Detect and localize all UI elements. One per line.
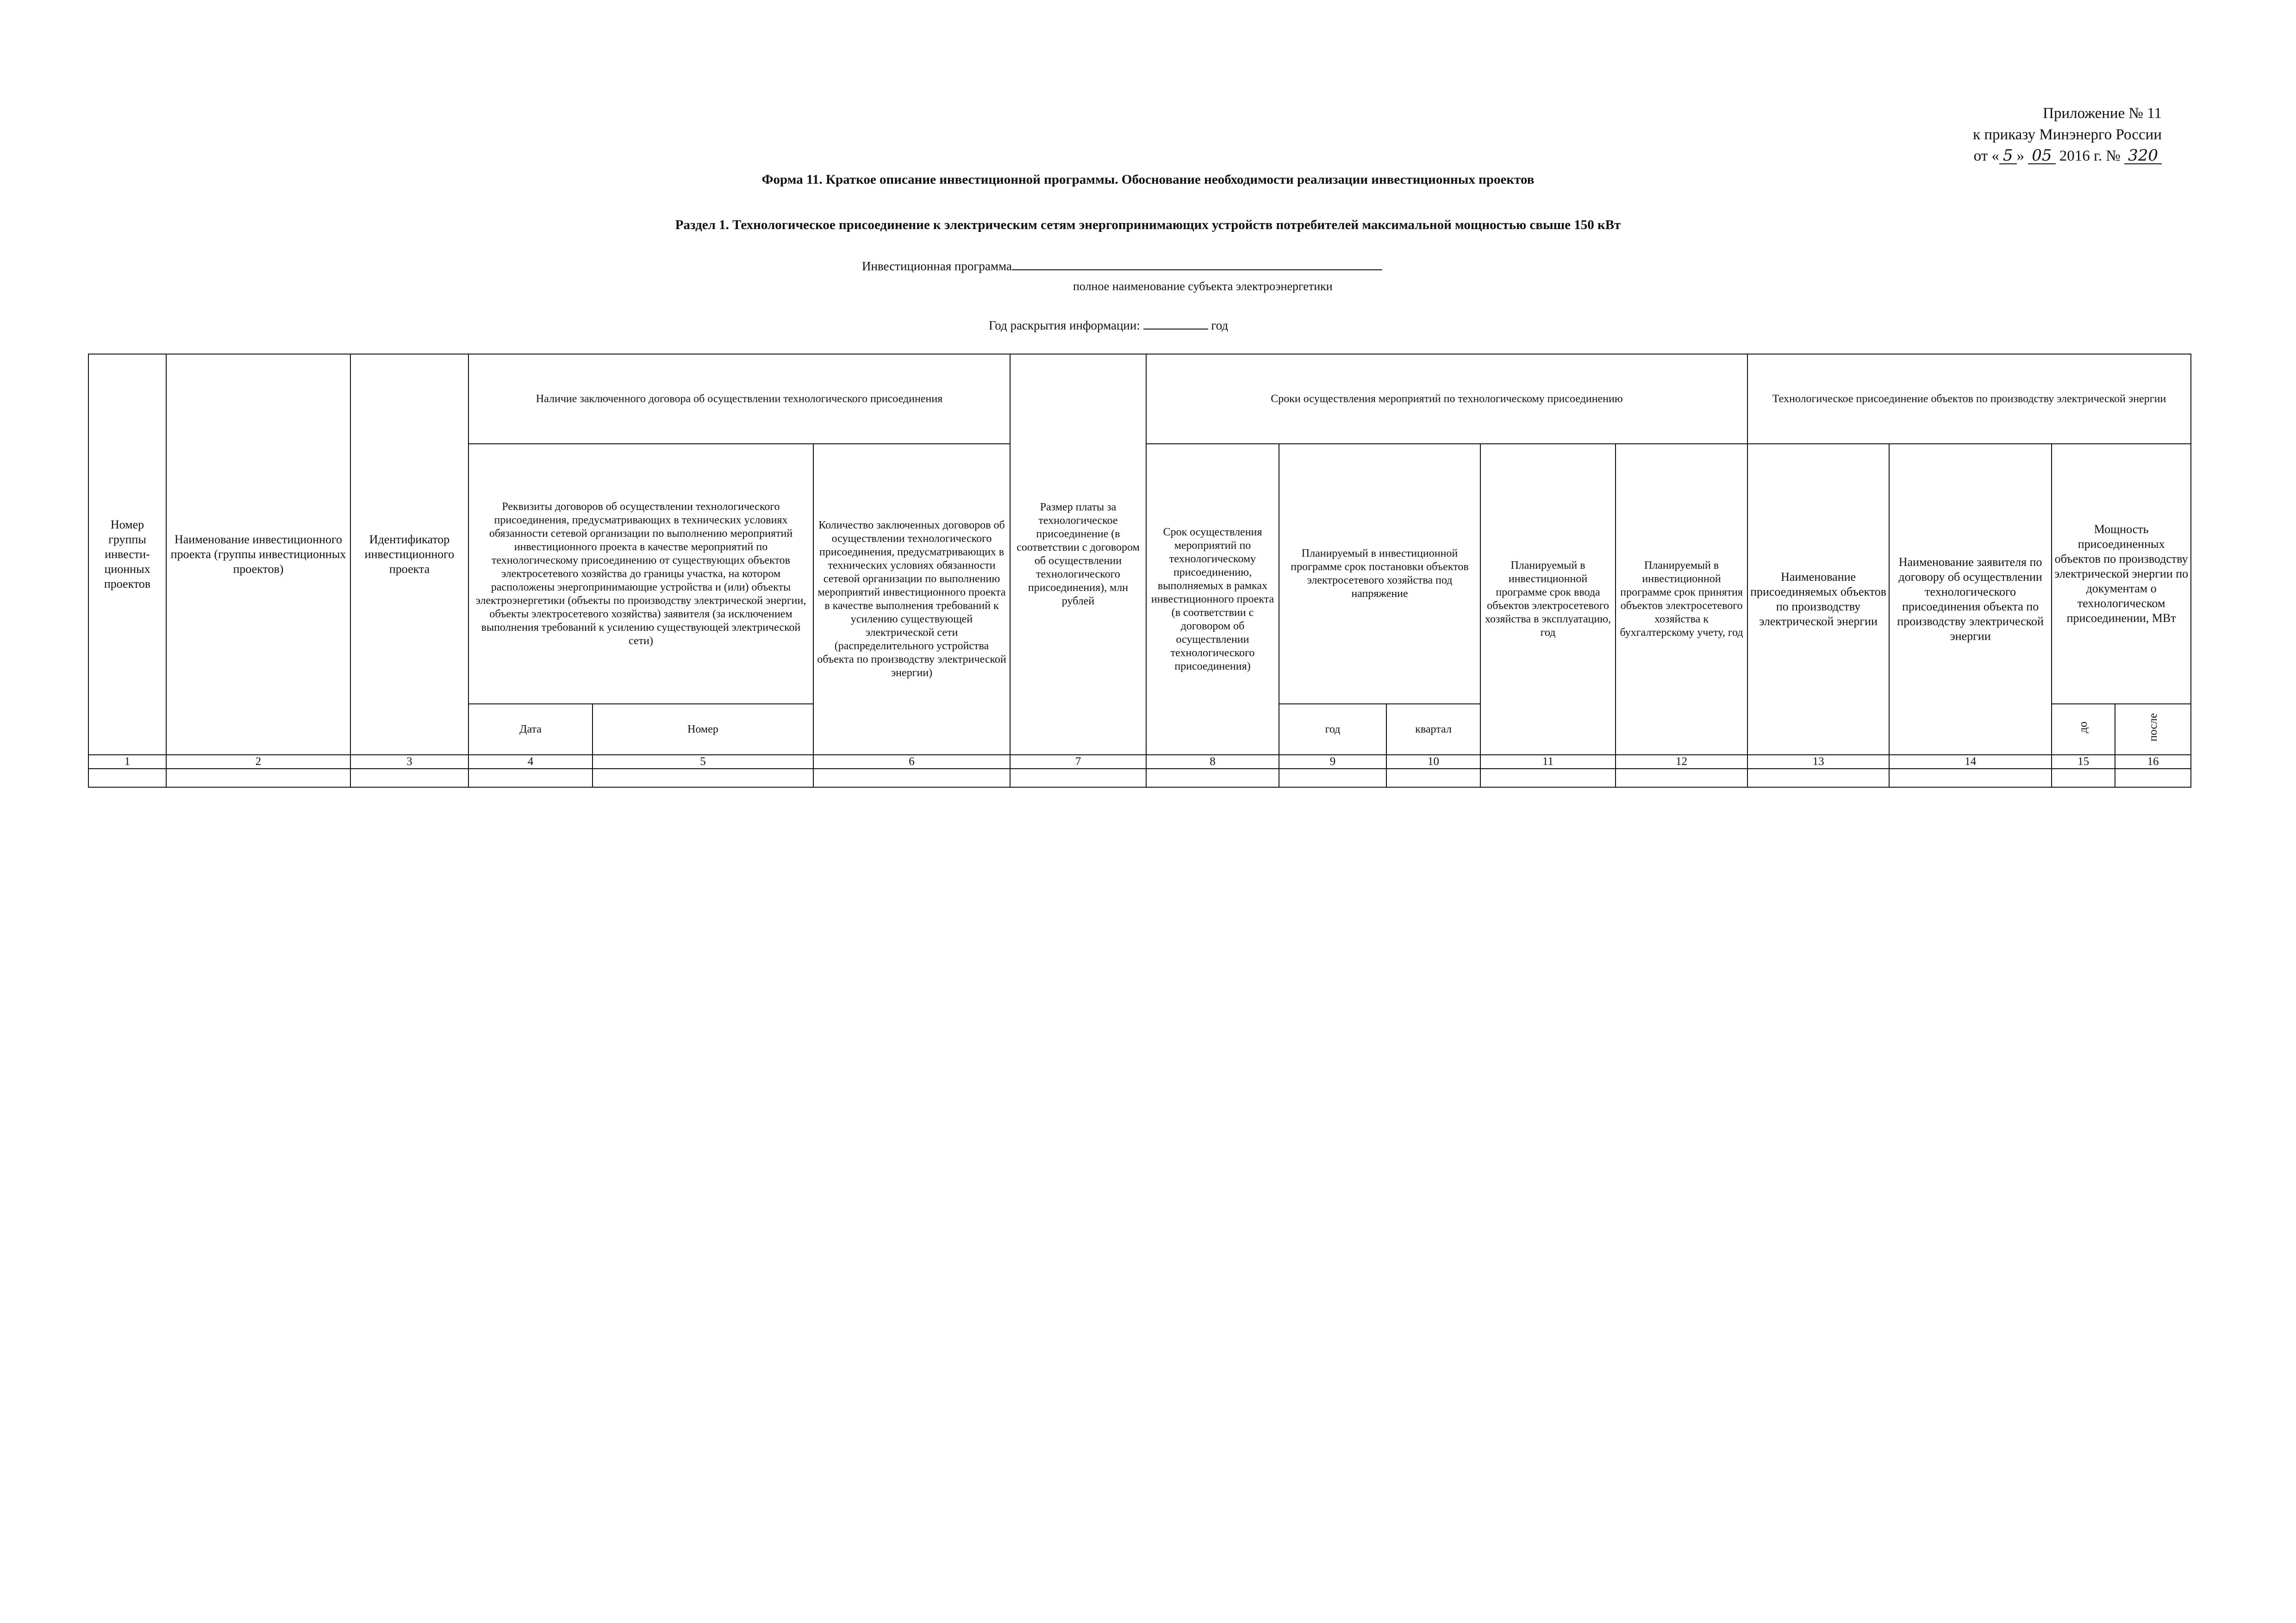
column-number: 1 bbox=[88, 755, 166, 769]
col-4-5-header: Реквизиты договоров об осуществлении технологического присоединения, предусматривающих в технических условиях обязанности сетевой организации по выполнению мероприятий инвестиционного проекта в качестве мероприятий по технологическому присоединению от существующих объектов электросетевого хозяйства до границы участка, на котором расположены энергопринимающие устройства и (или) объекты электроэнергетики (объекты по производству электрической энергии, объекты электросетевого хозяйства) заявителя (за исключением выполнения требований к усилению существующей электрической сети) bbox=[468, 444, 813, 704]
column-number: 8 bbox=[1146, 755, 1279, 769]
appendix-order-ref: к приказу Минэнерго России bbox=[1973, 126, 2162, 143]
column-number: 13 bbox=[1747, 755, 1889, 769]
col-6-header: Количество заключенных договоров об осуществлении технологического присоединения, предусматривающих в технических условиях обязанности сетевой организации по выполнению мероприятий инвестиционного проекта в качестве выполнения требований к усилению существующей электрической сети (распределительного устройства объекта по производству электрической энергии) bbox=[813, 444, 1010, 755]
investment-form-table bbox=[88, 354, 2191, 788]
program-label: Инвестиционная программа bbox=[862, 259, 1012, 273]
col-14-header: Наименование заявителя по договору об осуществлении технологического присоединения объекта по производству электрической энергии bbox=[1889, 444, 2052, 755]
col-8-header: Срок осуществления мероприятий по технологическому присоединению, выполняемых в рамках инвестиционного проекта (в соответствии с договором об осуществлении технологического присоединения) bbox=[1146, 444, 1279, 755]
group-generation-header: Технологическое присоединение объектов по производству электрической энергии bbox=[1747, 354, 2191, 444]
appendix-order-date: от « 5 » 05 2016 г. № 320 bbox=[1973, 145, 2162, 167]
col-9-10-header: Планируемый в инвестиционной программе срок постановки объектов электросетевого хозяйства под напряжение bbox=[1279, 444, 1480, 704]
col-5-header: Номер bbox=[593, 704, 813, 755]
disclosure-label: Год раскрытия информации: bbox=[989, 318, 1140, 332]
empty-cell bbox=[1146, 769, 1279, 787]
group-terms-header: Сроки осуществления мероприятий по технологическому присоединению bbox=[1146, 354, 1747, 444]
program-field bbox=[862, 258, 1382, 274]
empty-cell bbox=[166, 769, 350, 787]
column-number: 11 bbox=[1480, 755, 1616, 769]
empty-cell bbox=[1889, 769, 2052, 787]
col-12-header: Планируемый в инвестиционной программе срок принятия объектов электросетевого хозяйства к бухгалтерскому учету, год bbox=[1616, 444, 1747, 755]
empty-cell bbox=[88, 769, 166, 787]
col-16-header: после bbox=[2115, 704, 2191, 755]
col-2-header: Наименование инвестиционного проекта (группы инвестиционных проектов) bbox=[166, 354, 350, 755]
empty-data-row bbox=[88, 769, 2191, 787]
disclosure-field bbox=[989, 317, 1228, 333]
col-15-16-header: Мощность присоединенных объектов по производству электрической энергии по документам о технологическом присоединении, МВт bbox=[2052, 444, 2191, 704]
column-numbers-row bbox=[88, 755, 2191, 769]
appendix-number: Приложение № 11 bbox=[2043, 105, 2162, 122]
col-13-header: Наименование присоединяемых объектов по производству электрической энергии bbox=[1747, 444, 1889, 755]
col-4-header: Дата bbox=[468, 704, 593, 755]
form-title: Форма 11. Краткое описание инвестиционной программы. Обоснование необходимости реализации инвестиционных проектов bbox=[761, 172, 1535, 187]
col-3-header: Идентификатор инвестиционного проекта bbox=[350, 354, 468, 755]
handwritten-month: 05 bbox=[2028, 148, 2055, 164]
group-contract-header: Наличие заключенного договора об осуществлении технологического присоединения bbox=[468, 354, 1010, 444]
disclosure-blank-line bbox=[1143, 317, 1208, 330]
empty-cell bbox=[1747, 769, 1889, 787]
disclosure-suffix: год bbox=[1211, 318, 1229, 332]
column-number: 15 bbox=[2052, 755, 2115, 769]
empty-cell bbox=[2115, 769, 2191, 787]
program-blank-line bbox=[1012, 258, 1382, 270]
empty-cell bbox=[1386, 769, 1480, 787]
empty-cell bbox=[1480, 769, 1616, 787]
handwritten-order-number: 320 bbox=[2124, 148, 2162, 164]
empty-cell bbox=[813, 769, 1010, 787]
col-10-header: квартал bbox=[1386, 704, 1480, 755]
column-number: 16 bbox=[2115, 755, 2191, 769]
column-number: 12 bbox=[1616, 755, 1747, 769]
column-number: 6 bbox=[813, 755, 1010, 769]
empty-cell bbox=[350, 769, 468, 787]
col-11-header: Планируемый в инвестиционной программе срок ввода объектов электросетевого хозяйства в эксплуатацию, год bbox=[1480, 444, 1616, 755]
empty-cell bbox=[1279, 769, 1386, 787]
empty-cell bbox=[593, 769, 813, 787]
column-number: 10 bbox=[1386, 755, 1480, 769]
program-hint: полное наименование субъекта электроэнергетики bbox=[1073, 280, 1333, 293]
empty-cell bbox=[1010, 769, 1146, 787]
empty-cell bbox=[1616, 769, 1747, 787]
appendix-block bbox=[1973, 103, 2162, 167]
column-number: 7 bbox=[1010, 755, 1146, 769]
column-number: 9 bbox=[1279, 755, 1386, 769]
col-7-header: Размер платы за технологическое присоединение (в соответствии с договором об осуществлении технологического присоединения), млн рублей bbox=[1010, 354, 1146, 755]
col-1-header: Номер группы инвести-ционных проектов bbox=[88, 354, 166, 755]
col-9-header: год bbox=[1279, 704, 1386, 755]
column-number: 3 bbox=[350, 755, 468, 769]
empty-cell bbox=[2052, 769, 2115, 787]
column-number: 5 bbox=[593, 755, 813, 769]
empty-cell bbox=[468, 769, 593, 787]
handwritten-day: 5 bbox=[1999, 148, 2017, 164]
column-number: 14 bbox=[1889, 755, 2052, 769]
column-number: 4 bbox=[468, 755, 593, 769]
section-title: Раздел 1. Технологическое присоединение к электрическим сетям энергопринимающих устройств потребителей максимальной мощностью свыше 150 кВт bbox=[675, 218, 1621, 232]
column-number: 2 bbox=[166, 755, 350, 769]
col-15-header: до bbox=[2052, 704, 2115, 755]
